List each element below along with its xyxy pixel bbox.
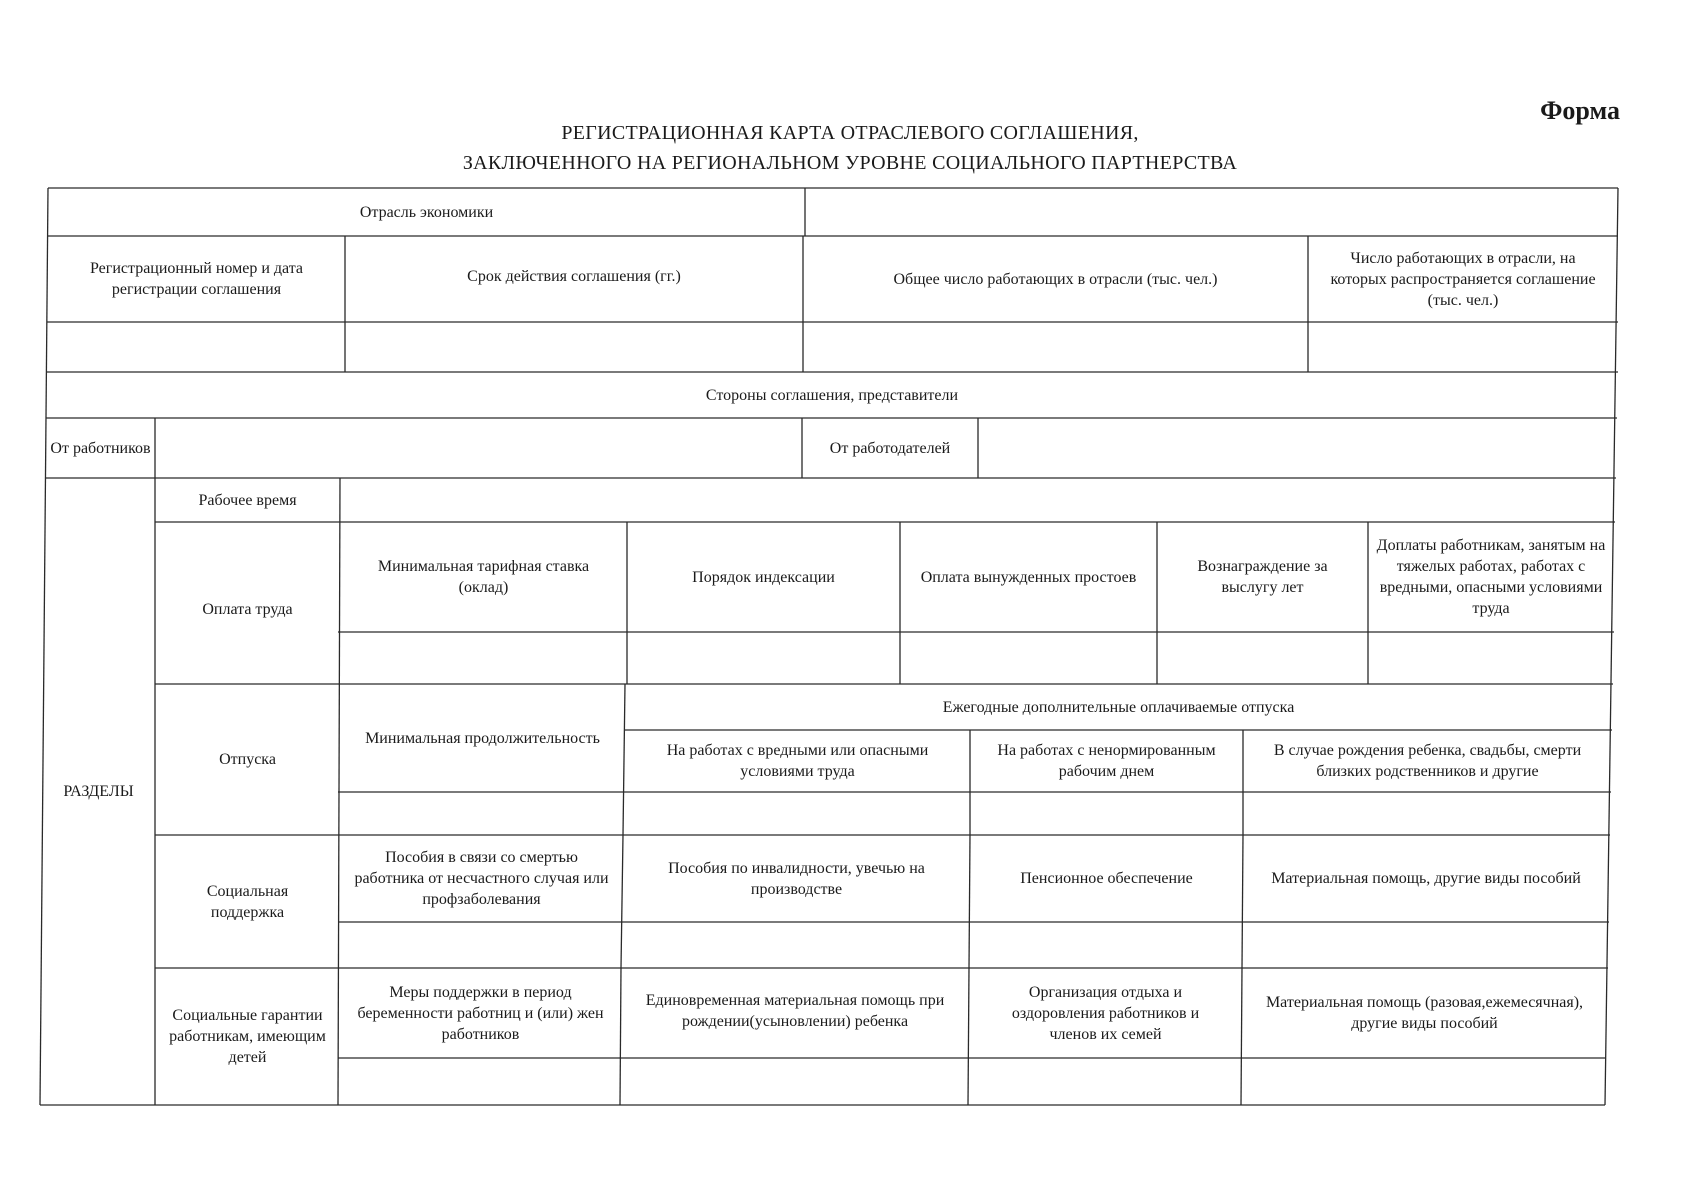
parties-label: Стороны соглашения, представители <box>705 386 959 404</box>
title-line-2: ЗАКЛЮЧЕННОГО НА РЕГИОНАЛЬНОМ УРОВНЕ СОЦИАЛЬНОГО ПАРТНЕРСТВА <box>462 152 1238 174</box>
birth-aid-label: Единовременная материальная помощь при рождении(усыновлении) ребенка <box>645 992 945 1030</box>
child-guarantees-label: Социальные гарантии работникам, имеющим детей <box>169 1007 326 1066</box>
birth-aid-field[interactable] <box>621 1058 969 1105</box>
covered-workers-field[interactable] <box>1308 322 1618 372</box>
total-workers-label: Общее число работающих в отрасли (тыс. чел.) <box>893 270 1218 288</box>
disability-benefits-label: Пособия по инвалидности, увечью на производстве <box>668 859 925 898</box>
hazard-pay-label: Доплаты работникам, занятым на тяжелых работах, работах с вредными, опасными условиями труда <box>1376 537 1606 617</box>
downtime-field[interactable] <box>900 632 1157 684</box>
pregnancy-support-field[interactable] <box>340 1058 621 1105</box>
term-label: Срок действия соглашения (гг.) <box>467 268 681 285</box>
indexation-field[interactable] <box>627 632 900 684</box>
working-time-label: Рабочее время <box>198 491 297 509</box>
material-aid-label: Материальная помощь, другие виды пособий <box>1271 870 1581 887</box>
social-support-label: Социальная поддержка <box>206 882 289 921</box>
reg-number-label: Регистрационный номер и дата регистрации соглашения <box>89 260 304 298</box>
death-benefits-label: Пособия в связи со смертью работника от несчастного случая или профзаболевания <box>354 849 609 908</box>
leave-label: Отпуска <box>219 751 276 768</box>
hazardous-leave-label: На работах с вредными или опасными условиями труда <box>666 742 929 780</box>
downtime-label: Оплата вынужденных простоев <box>920 568 1137 586</box>
annual-additional-leave-label: Ежегодные дополнительные оплачиваемые отпуска <box>942 698 1295 716</box>
from-workers-label: От работников <box>50 439 151 457</box>
min-rate-label: Минимальная тарифная ставка (оклад) <box>377 558 590 596</box>
from-employers-field[interactable] <box>978 418 1617 478</box>
seniority-label: Вознаграждение за выслугу лет <box>1197 558 1328 596</box>
pension-label: Пенсионное обеспечение <box>1020 870 1193 887</box>
from-workers-field[interactable] <box>155 418 802 478</box>
min-rate-field[interactable] <box>340 632 627 684</box>
pregnancy-support-label: Меры поддержки в период беременности работниц и (или) жен работников <box>357 983 604 1043</box>
total-workers-field[interactable] <box>803 322 1308 372</box>
hazard-pay-field[interactable] <box>1368 632 1614 684</box>
family-events-leave-field[interactable] <box>1243 792 1612 835</box>
family-events-leave-label: В случае рождения ребенка, свадьбы, смерти близких родственников и другие <box>1273 742 1582 780</box>
covered-workers-label: Число работающих в отрасли, на которых распространяется соглашение (тыс. чел.) <box>1330 249 1596 309</box>
recreation-label: Организация отдыха и оздоровления работников и членов их семей <box>1011 983 1200 1043</box>
industry-label: Отрасль экономики <box>359 203 494 221</box>
industry-value-field[interactable] <box>805 188 1618 236</box>
hazardous-leave-field[interactable] <box>625 792 970 835</box>
seniority-field[interactable] <box>1157 632 1368 684</box>
term-field[interactable] <box>345 322 803 372</box>
sections-label: РАЗДЕЛЫ <box>63 783 134 800</box>
min-duration-field[interactable] <box>340 792 625 835</box>
child-material-aid-label: Материальная помощь (разовая,ежемесячная), другие виды пособий <box>1265 994 1584 1032</box>
min-duration-label: Минимальная продолжительность <box>365 729 600 747</box>
disability-benefits-field[interactable] <box>623 922 970 968</box>
form-label: Форма <box>1540 96 1620 125</box>
indexation-label: Порядок индексации <box>692 568 835 586</box>
title-line-1: РЕГИСТРАЦИОННАЯ КАРТА ОТРАСЛЕВОГО СОГЛАШЕНИЯ, <box>561 122 1139 144</box>
recreation-field[interactable] <box>969 1058 1242 1105</box>
pay-label: Оплата труда <box>202 600 293 618</box>
death-benefits-field[interactable] <box>340 922 623 968</box>
working-time-field[interactable] <box>340 478 1615 522</box>
irregular-day-leave-label: На работах с ненормированным рабочим днем <box>997 742 1216 780</box>
reg-number-field[interactable] <box>48 322 345 372</box>
pension-field[interactable] <box>970 922 1243 968</box>
from-employers-label: От работодателей <box>829 439 951 457</box>
irregular-day-leave-field[interactable] <box>970 792 1243 835</box>
child-material-aid-field[interactable] <box>1242 1058 1607 1105</box>
material-aid-field[interactable] <box>1243 922 1609 968</box>
